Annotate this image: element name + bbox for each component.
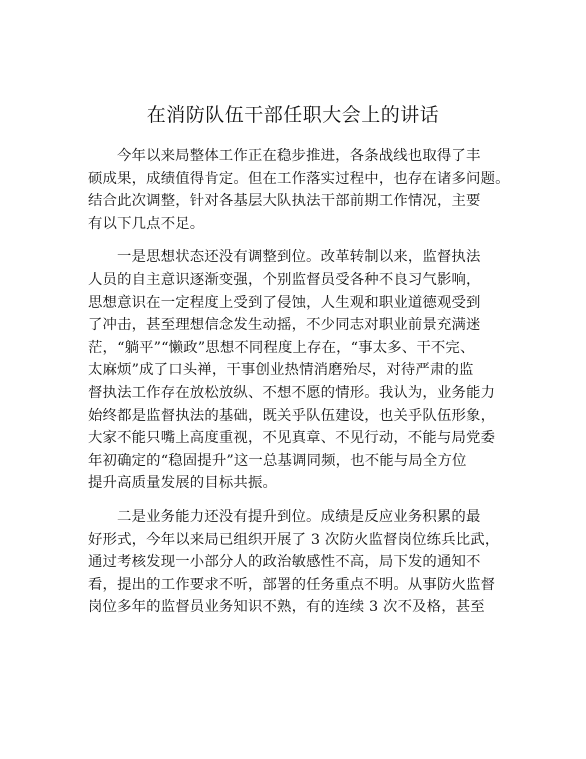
paragraph-line: 了冲击，甚至理想信念发生动摇，不少同志对职业前景充满迷 [88,317,481,333]
paragraph-line: 通过考核发现一小部分人的政治敏感性不高，局下发的通知不 [88,554,481,570]
paragraph-line: 硕成果，成绩值得肯定。但在工作落实过程中，也存在诸多问题。 [88,171,510,187]
page-title: 在消防队伍干部任职大会上的讲话 [146,104,440,126]
paragraph-line: 太麻烦”成了口头禅，干事创业热情消磨殆尽，对待严肃的监 [88,362,474,378]
paragraph-line: 今年以来局整体工作正在稳步推进，各条战线也取得了丰 [117,148,481,164]
paragraph-line: 年初确定的“稳固提升”这一总基调同频，也不能与局全方位 [88,453,467,469]
paragraph-line: 茫，“躺平”“懒政”思想不同程度上存在，“事太多、干不完、 [88,340,475,356]
paragraph-line: 二是业务能力还没有提升到位。成绩是反应业务积累的最 [117,509,481,525]
paragraph-line: 始终都是监督执法的基础，既关乎队伍建设，也关乎队伍形象， [88,408,496,424]
paragraph-line: 大家不能只嘴上高度重视，不见真章、不见行动，不能与局党委 [88,430,496,446]
paragraph-line: 结合此次调整，针对各基层大队执法干部前期工作情况，主要 [88,193,481,209]
paragraph-line: 提升高质量发展的目标共振。 [88,475,278,491]
paragraph-line: 岗位多年的监督员业务知识不熟，有的连续 3 次不及格，甚至 [88,599,485,615]
paragraph-line: 一是思想状态还没有调整到位。改革转制以来，监督执法 [117,249,481,265]
paragraph-line: 好形式，今年以来局已组织开展了 3 次防火监督岗位练兵比武， [88,532,500,548]
paragraph-line: 思想意识在一定程度上受到了侵蚀，人生观和职业道德观受到 [88,295,481,311]
paragraph-line: 人员的自主意识逐渐变强，个别监督员受各种不良习气影响， [88,272,481,288]
paragraph-line: 督执法工作存在放松放纵、不想不愿的情形。我认为，业务能力 [88,385,496,401]
paragraph-line: 有以下几点不足。 [88,216,205,232]
paragraph-line: 看，提出的工作要求不听，部署的任务重点不明。从事防火监督 [88,577,496,593]
